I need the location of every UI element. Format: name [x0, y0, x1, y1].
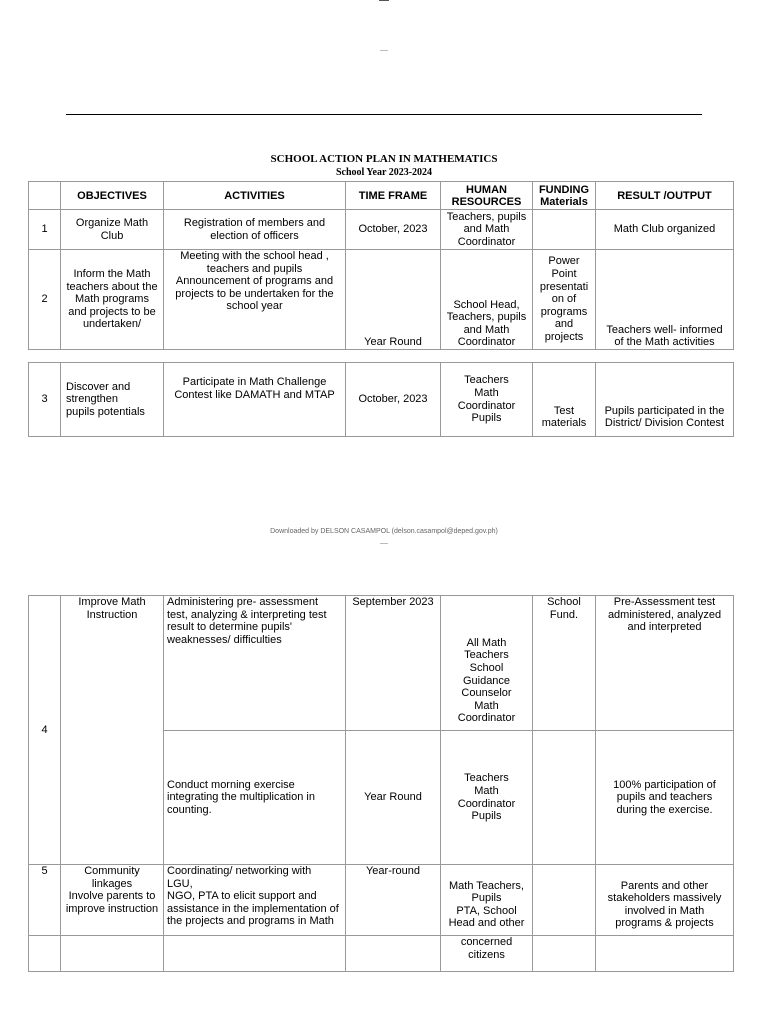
table-row: [29, 210, 734, 250]
row-number: 5: [29, 865, 61, 936]
footer-mark: [380, 543, 388, 544]
objective-cell: Discover and strengthen pupils potentials: [61, 363, 164, 437]
activity-cell: Coordinating/ networking with LGU, NGO, PTA to elicit support and assistance in the implementation of the projects and programs in Math: [164, 865, 346, 936]
activity-cell: Administering pre- assessment test, analyzing & interpreting test result to determine pupils' weaknesses/ difficulties: [164, 596, 346, 731]
funding-cell: [533, 731, 596, 865]
time-frame-cell: Year-round: [346, 865, 441, 936]
header-result: RESULT /OUTPUT: [596, 182, 734, 210]
result-cell: Pupils participated in the District/ Division Contest: [596, 363, 734, 437]
row-number: 1: [29, 210, 61, 250]
page-top-mark: [380, 50, 388, 51]
result-cell: Parents and other stakeholders massively involved in Math programs & projects: [596, 865, 734, 936]
table-row: [29, 936, 734, 972]
header-number: [29, 182, 61, 210]
action-plan-table-part-1: [28, 181, 734, 350]
result-cell: Teachers well- informed of the Math activities: [596, 250, 734, 350]
download-footer: Downloaded by DELSON CASAMPOL (delson.casampol@deped.gov.ph): [270, 528, 498, 535]
result-cell: Math Club organized: [596, 210, 734, 250]
action-plan-table-part-2: [28, 362, 734, 437]
funding-cell: [533, 936, 596, 972]
activity-cell: Participate in Math Challenge Contest like DAMATH and MTAP: [164, 363, 346, 437]
header-rule: [66, 114, 702, 115]
action-plan-table-part-3: [28, 595, 734, 972]
funding-cell: Power Point presentati on of programs and projects: [533, 250, 596, 350]
row-number: 4: [29, 596, 61, 865]
result-cell: Pre-Assessment test administered, analyzed and interpreted: [596, 596, 734, 731]
header-row: [29, 182, 734, 210]
page-top-mark: [379, 0, 389, 1]
table-row: [29, 865, 734, 936]
time-frame-cell: October, 2023: [346, 363, 441, 437]
table-row: [29, 250, 734, 350]
objective-cell: Inform the Math teachers about the Math programs and projects to be undertaken/: [61, 250, 164, 350]
header-objectives: OBJECTIVES: [61, 182, 164, 210]
header-activities: ACTIVITIES: [164, 182, 346, 210]
time-frame-cell: September 2023: [346, 596, 441, 731]
human-resources-cell: Teachers Math Coordinator Pupils: [441, 731, 533, 865]
time-frame-cell: [346, 936, 441, 972]
human-resources-cell: concerned citizens: [441, 936, 533, 972]
objective-cell: Community linkages Involve parents to improve instruction: [61, 865, 164, 936]
table-row: [29, 596, 734, 731]
funding-cell: [533, 210, 596, 250]
activity-cell: [164, 936, 346, 972]
header-time-frame: TIME FRAME: [346, 182, 441, 210]
row-number: 2: [29, 250, 61, 350]
funding-cell: Test materials: [533, 363, 596, 437]
human-resources-cell: Teachers, pupils and Math Coordinator: [441, 210, 533, 250]
result-cell: 100% participation of pupils and teachers during the exercise.: [596, 731, 734, 865]
row-number: 3: [29, 363, 61, 437]
row-number: [29, 936, 61, 972]
human-resources-cell: School Head, Teachers, pupils and Math Coordinator: [441, 250, 533, 350]
human-resources-cell: Math Teachers, Pupils PTA, School Head and other: [441, 865, 533, 936]
objective-cell: [61, 936, 164, 972]
funding-cell: [533, 865, 596, 936]
page-subtitle: School Year 2023-2024: [335, 167, 433, 178]
header-human-resources: HUMAN RESOURCES: [441, 182, 533, 210]
activity-cell: Meeting with the school head , teachers and pupils Announcement of programs and projects to be undertaken for the school year: [164, 250, 346, 350]
table-row: [29, 363, 734, 437]
activity-cell: Conduct morning exercise integrating the multiplication in counting.: [164, 731, 346, 865]
time-frame-cell: Year Round: [346, 250, 441, 350]
header-funding: FUNDING Materials: [533, 182, 596, 210]
activity-cell: Registration of members and election of officers: [164, 210, 346, 250]
time-frame-cell: Year Round: [346, 731, 441, 865]
funding-cell: School Fund.: [533, 596, 596, 731]
time-frame-cell: October, 2023: [346, 210, 441, 250]
result-cell: [596, 936, 734, 972]
page-title: SCHOOL ACTION PLAN IN MATHEMATICS: [270, 153, 498, 165]
human-resources-cell: All Math Teachers School Guidance Counselor Math Coordinator: [441, 596, 533, 731]
objective-cell: Improve Math Instruction: [61, 596, 164, 865]
objective-cell: Organize Math Club: [61, 210, 164, 250]
human-resources-cell: Teachers Math Coordinator Pupils: [441, 363, 533, 437]
